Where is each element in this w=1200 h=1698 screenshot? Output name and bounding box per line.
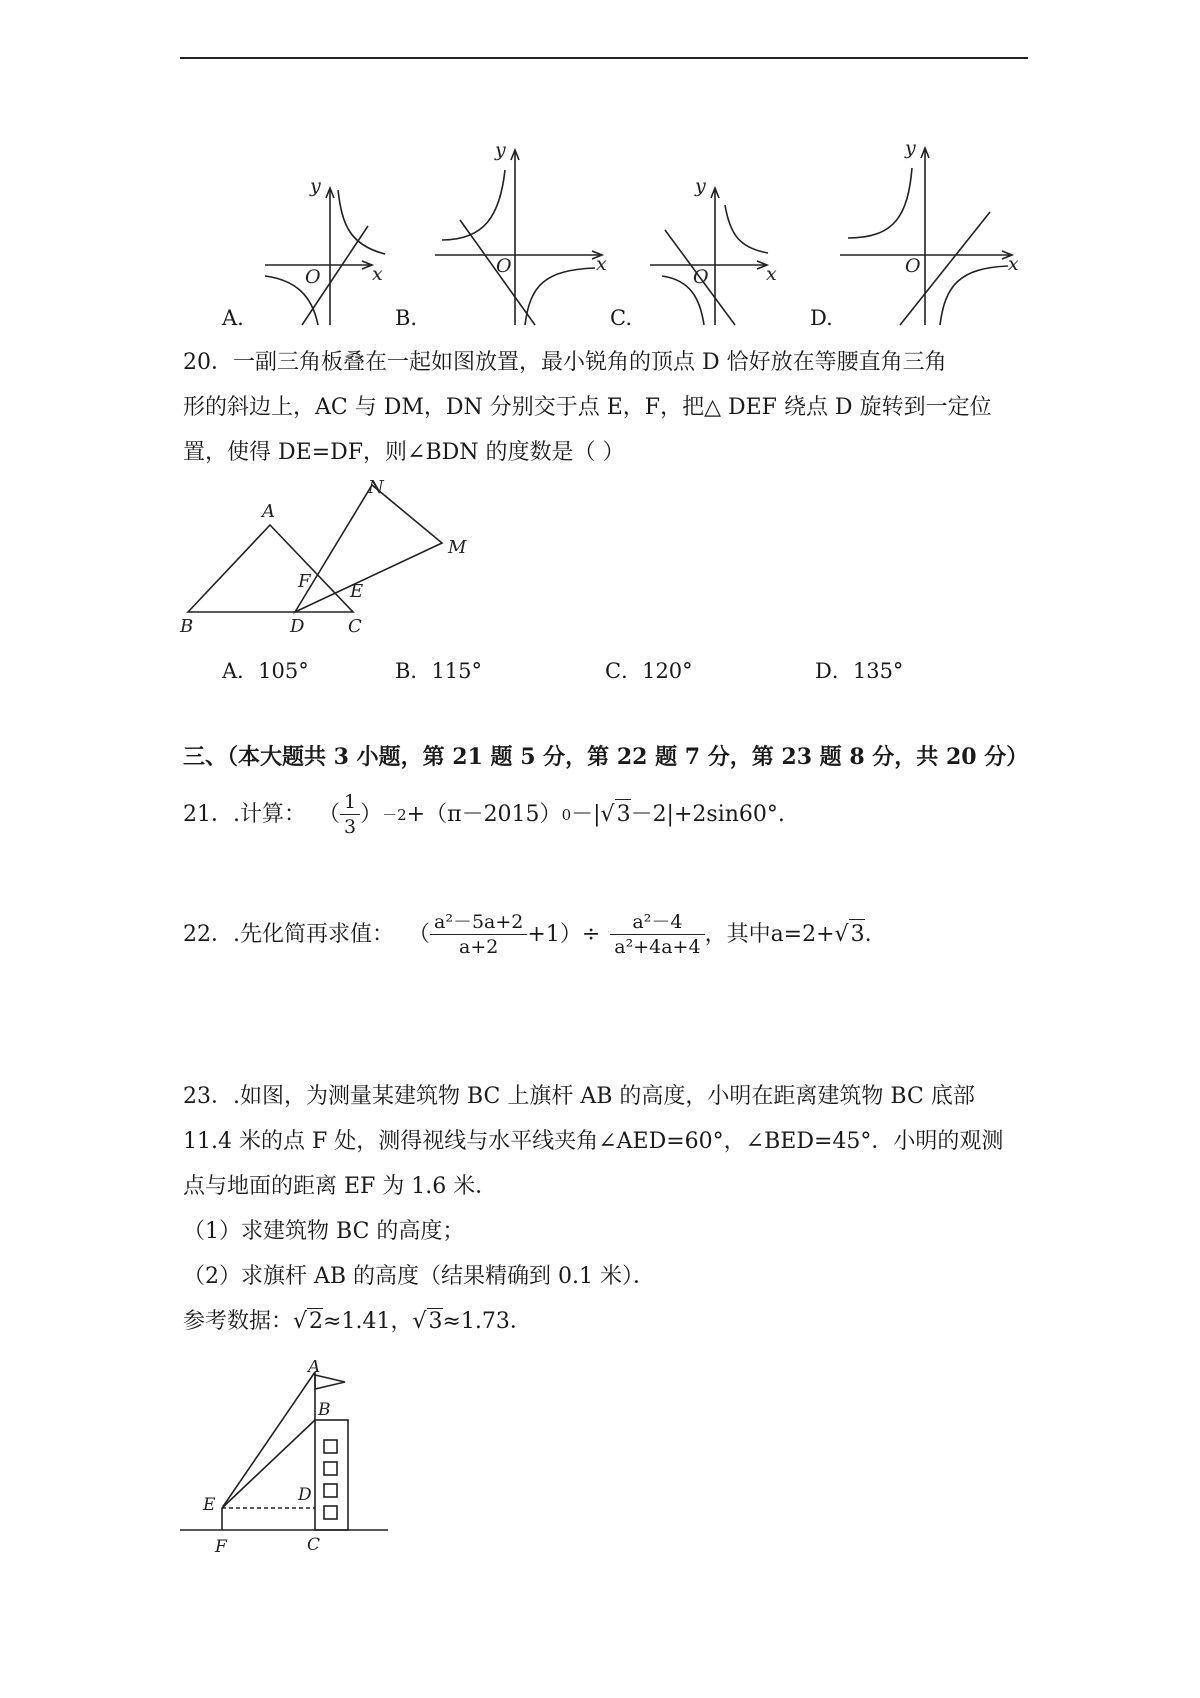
q20-point-a: A — [262, 501, 275, 522]
q20-line-1: 20．一副三角板叠在一起如图放置，最小锐角的顶点 D 恰好放在等腰直角三角 — [183, 350, 947, 375]
q20-point-d: D — [290, 616, 305, 637]
graph-d-x-label: x — [1008, 253, 1019, 275]
q23-point-f: F — [215, 1537, 227, 1557]
q20-point-n: N — [368, 477, 384, 498]
graph-c-y-label: y — [695, 175, 706, 197]
q23-reference-data: 参考数据：√2≈1.41，√3≈1.73． — [183, 1309, 532, 1334]
q21-expression: 21．.计算： （ $\frac{1}{3}$ ） －2 +（π－2015） 0 －| √ 3 －2|+2sin60°. — [183, 791, 785, 838]
q21-prefix: 21．.计算： — [183, 801, 306, 827]
q21-sqrt: 3 — [615, 799, 631, 830]
q23-point-d: D — [298, 1485, 312, 1505]
graph-b-origin: O — [496, 255, 512, 277]
q19-graphs — [0, 130, 1200, 330]
section-3-heading: 三、（本大题共 3 小题，第 21 题 5 分，第 22 题 7 分，第 23 题 8 分，共 20 分） — [183, 744, 1029, 770]
q20-point-f: F — [298, 571, 311, 592]
graph-d-y-label: y — [905, 137, 916, 159]
q20-point-c: C — [348, 616, 362, 637]
q19-option-b: B. — [395, 306, 418, 330]
q23-line-2: 11.4 米的点 F 处，测得视线与水平线夹角∠AED=60°，∠BED=45°．小明的观测 — [183, 1129, 1004, 1154]
q20-line-2: 形的斜边上，AC 与 DM，DN 分别交于点 E，F，把△ DEF 绕点 D 旋转到一定位 — [183, 395, 992, 420]
graph-a-origin: O — [305, 266, 321, 288]
q23-line-3: 点与地面的距离 EF 为 1.6 米． — [183, 1174, 498, 1199]
q20-option-b: B．115° — [395, 659, 483, 683]
q20-point-m: M — [448, 537, 467, 558]
graph-c-x-label: x — [766, 263, 777, 285]
q23-part-1: （1）求建筑物 BC 的高度； — [183, 1219, 465, 1244]
q23-point-c: C — [307, 1535, 321, 1555]
q19-option-a: A. — [222, 306, 244, 330]
q21-exponent-1: －2 — [382, 805, 407, 824]
q20-point-b: B — [180, 616, 194, 637]
q23-line-1: 23．.如图，为测量某建筑物 BC 上旗杆 AB 的高度，小明在距离建筑物 BC 底部 — [183, 1084, 975, 1109]
q19-option-c: C. — [610, 306, 632, 330]
q23-part-2: （2）求旗杆 AB 的高度（结果精确到 0.1 米）． — [183, 1264, 656, 1289]
q22-sqrt: 3 — [849, 919, 865, 950]
q20-option-c: C．120° — [605, 659, 693, 683]
graph-c — [650, 188, 768, 325]
q22-fraction-1: $\frac{\text{a²－5a+2}}{a+2}$ — [430, 910, 527, 959]
q23-point-e: E — [203, 1495, 216, 1515]
graph-b-x-label: x — [596, 253, 607, 275]
q23-point-b: B — [318, 1400, 331, 1420]
q20-point-e: E — [350, 581, 364, 602]
q19-option-d: D. — [810, 306, 833, 330]
q20-option-a: A．105° — [222, 659, 309, 683]
q20-triangle-figure — [170, 475, 490, 640]
graph-c-origin: O — [693, 266, 709, 288]
graph-b-y-label: y — [495, 139, 506, 161]
graph-b — [435, 150, 602, 325]
q23-point-a: A — [308, 1360, 321, 1377]
q22-fraction-2: $\frac{\text{a²－4}}{\text{a²+4a+4}}$ — [610, 910, 704, 959]
graph-d-origin: O — [905, 255, 921, 277]
q20-option-d: D．135° — [815, 659, 904, 683]
q23-building-figure — [170, 1360, 400, 1560]
q21-fraction: $\frac{1}{3}$ — [340, 790, 360, 839]
q20-line-3: 置，使得 DE=DF，则∠BDN 的度数是（ ） — [183, 440, 625, 465]
graph-a — [265, 188, 385, 325]
graph-d — [840, 148, 1012, 325]
graph-a-x-label: x — [372, 263, 383, 285]
header-rule — [180, 57, 1028, 59]
q21-exponent-2: 0 — [561, 805, 572, 824]
graph-a-y-label: y — [310, 175, 321, 197]
q22-prefix: 22．.先化简再求值： — [183, 921, 394, 947]
q22-expression: 22．.先化简再求值： （ $\frac{\text{a²－5a+2}}{a+2}$ +1）÷ $\frac{\text{a²－4}}{\text{a²+4a+4}}$ ，其中a=2+ √ 3 . — [183, 911, 872, 958]
